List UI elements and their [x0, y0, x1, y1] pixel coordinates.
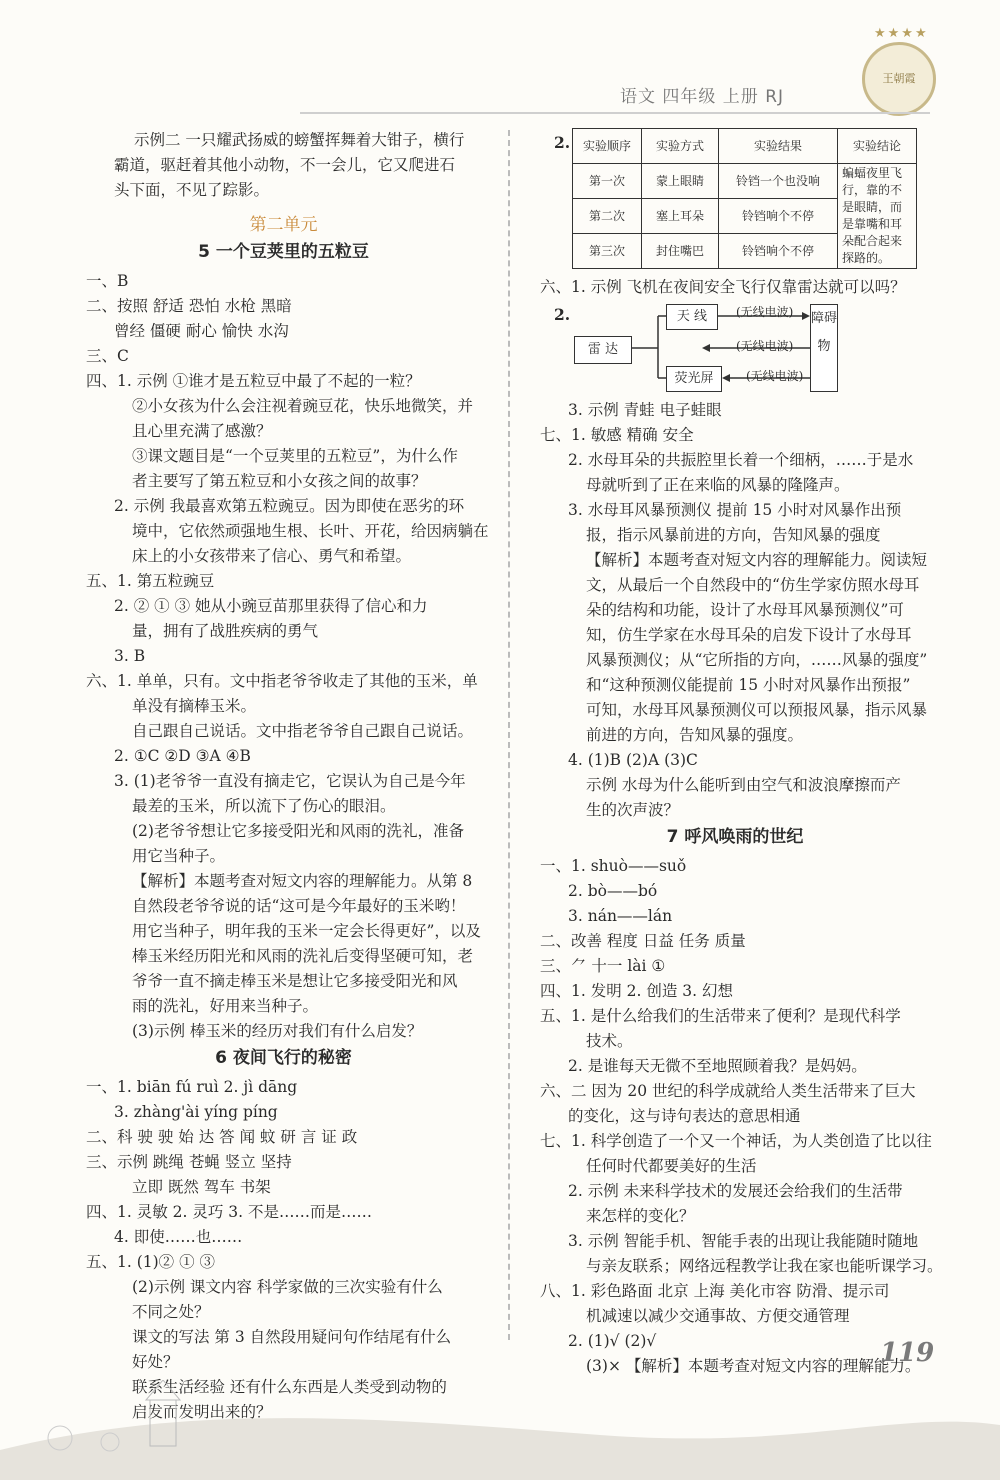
- answer-line: 的变化，这与诗句表达的意思相通: [568, 1107, 801, 1125]
- intro-line: 霸道，驱赶着其他小动物，不一会儿，它又爬进石: [114, 156, 456, 174]
- answer-line: 3. zhàng'ài yíng píng: [114, 1103, 278, 1121]
- answer-line: 一、1. biān fú ruì 2. jì dāng: [86, 1078, 298, 1096]
- answer-line: 且心里充满了感激？: [132, 422, 272, 440]
- table-header: 实验顺序: [573, 129, 642, 164]
- answer-line: 三、C: [86, 347, 129, 365]
- table-cell: 第二次: [573, 199, 642, 234]
- answer-line: 母就听到了正在来临的风暴的隆隆声。: [586, 476, 850, 494]
- right-column: [540, 128, 943, 1379]
- lesson6-title: 6 夜间飞行的秘密: [215, 1048, 352, 1068]
- table-cell: 铃铛响个不停: [719, 199, 838, 234]
- answer-line: 用它当种子，明年我的玉米一定会长得更好”，以及: [132, 922, 481, 940]
- lesson5-answers: [86, 269, 489, 1044]
- answer-line: 五、1. (1)② ① ③: [86, 1253, 216, 1271]
- answer-line: 2. 示例 我最喜欢第五粒豌豆。因为即使在恶劣的环: [114, 497, 465, 515]
- table-cell: 蒙上眼睛: [642, 164, 719, 199]
- answer-line: 自然段老爷爷说的话“这可是今年最好的玉米哟！: [132, 897, 466, 915]
- answer-line: 四、1. 示例 ①谁才是五粒豆中最了不起的一粒？: [86, 372, 421, 390]
- answer-line: 4. (1)B (2)A (3)C: [568, 751, 698, 769]
- answer-line: 2. 水母耳朵的共振腔里长着一个细柄，……于是水: [568, 451, 914, 469]
- answer-line: 曾经 僵硬 耐心 愉快 水沟: [114, 322, 289, 340]
- answer-line: (2)老爷爷想让它多接受阳光和风雨的洗礼，准备: [132, 822, 464, 840]
- answer-line: 四、1. 发明 2. 创造 3. 幻想: [540, 982, 734, 1000]
- answer-line: 【解析】本题考查对短文内容的理解能力。阅读短: [586, 551, 928, 569]
- answer-line: 三、示例 跳绳 苍蝇 竖立 坚持: [86, 1153, 292, 1171]
- answer-line: 者主要写了第五粒豆和小女孩之间的故事？: [132, 472, 427, 490]
- answer-line: 五、1. 第五粒豌豆: [86, 572, 215, 590]
- answer-line: 爷爷一直不摘走棒玉米是想让它多接受阳光和风: [132, 972, 458, 990]
- answer-line: 不同之处？: [132, 1303, 210, 1321]
- brand-badge: [862, 42, 936, 116]
- answer-line: ③课文题目是“一个豆荚里的五粒豆”，为什么作: [132, 447, 458, 465]
- antenna-box: 天 线: [666, 304, 718, 330]
- answer-line: (2)示例 课文内容 科学家做的三次实验有什么: [132, 1278, 443, 1296]
- answer-line: 好处？: [132, 1353, 179, 1371]
- answer-line: 朵的结构和功能，设计了水母耳风暴预测仪”可: [586, 601, 904, 619]
- table-header: 实验结论: [838, 129, 917, 164]
- answer-line: 最差的玉米，所以流下了伤心的眼泪。: [132, 797, 396, 815]
- answer-line: 六、1. 单单，只有。文中指老爷爷收走了其他的玉米，单: [86, 672, 478, 690]
- answer-line: 棒玉米经历阳光和风雨的洗礼后变得坚硬可知，老: [132, 947, 474, 965]
- answer-line: 境中，它依然顽强地生根、长叶、开花，给因病躺在: [132, 522, 489, 540]
- table-cell: 铃铛一个也没响: [719, 164, 838, 199]
- answer-line: 文，从最后一个自然段中的“仿生学家仿照水母耳: [586, 576, 920, 594]
- answer-line: 四、1. 灵敏 2. 灵巧 3. 不是……而是……: [86, 1203, 373, 1221]
- answer-line: 五、1. 是什么给我们的生活带来了便利？是现代科学: [540, 1007, 901, 1025]
- answer-line: 知，仿生学家在水母耳朵的启发下设计了水母耳: [586, 626, 912, 644]
- experiment-block: [540, 128, 930, 269]
- lesson6-answers: [86, 1075, 481, 1425]
- answer-line: 量，拥有了战胜疾病的勇气: [132, 622, 319, 640]
- answer-line: 2. ② ① ③ 她从小豌豆苗那里获得了信心和力: [114, 597, 428, 615]
- answer-line: 技术。: [586, 1032, 633, 1050]
- answer-line: 启发而发明出来的？: [132, 1403, 272, 1421]
- answer-line: 立即 既然 驾车 书架: [132, 1178, 271, 1196]
- wave-label: (无线电波): [746, 369, 804, 383]
- answer-line: 报，指示风暴前进的方向，告知风暴的强度: [586, 526, 881, 544]
- answer-line: (3)× 【解析】本题考查对短文内容的理解能力。: [586, 1357, 921, 1375]
- header-rule: [300, 112, 930, 114]
- left-column: [86, 128, 489, 1425]
- answer-line: 一、1. shuò——suǒ: [540, 857, 687, 875]
- answer-line: 生的次声波？: [586, 801, 680, 819]
- lesson7-answers: [540, 854, 943, 1379]
- answer-line: 可知，水母耳风暴预测仪可以预报风暴，指示风暴: [586, 701, 928, 719]
- table-cell: 铃铛响个不停: [719, 234, 838, 269]
- right-answers: [540, 398, 930, 823]
- answer-line: 六、二 因为 20 世纪的科学成就给人类生活带来了巨大: [540, 1082, 916, 1100]
- table-cell: 第一次: [573, 164, 642, 199]
- answer-line: 2. 是谁每天无微不至地照顾着我？是妈妈。: [568, 1057, 867, 1075]
- diagram-number: 2.: [554, 305, 571, 324]
- answer-line: 课文的写法 第 3 自然段用疑问句作结尾有什么: [132, 1328, 452, 1346]
- answer-line: 来怎样的变化？: [586, 1207, 695, 1225]
- answer-line: 用它当种子。: [132, 847, 226, 865]
- table-number: 2.: [554, 133, 571, 152]
- table-cell: 封住嘴巴: [642, 234, 719, 269]
- answer-line: 风暴预测仪；从“它所指的方向，……风暴的强度”: [586, 651, 928, 669]
- answer-line: 【解析】本题考查对短文内容的理解能力。从第 8: [132, 872, 473, 890]
- unit-title: 第二单元: [249, 215, 318, 235]
- answer-line: 二、改善 程度 日益 任务 质量: [540, 932, 746, 950]
- wave-label: (无线电波): [736, 339, 794, 353]
- answer-line: 2. ①C ②D ③A ④B: [114, 747, 251, 765]
- answer-line: 任何时代都要美好的生活: [586, 1157, 757, 1175]
- answer-line: 单没有摘棒玉米。: [132, 697, 257, 715]
- answer-line: (3)示例 棒玉米的经历对我们有什么启发？: [132, 1022, 423, 1040]
- answer-line: 和“这种预测仪能提前 15 小时对风暴作出预报”: [586, 676, 911, 694]
- answer-line: 三、⺈ 十一 lài ①: [540, 957, 666, 975]
- table-cell: 塞上耳朵: [642, 199, 719, 234]
- answer-line: 机减速以减少交通事故、方便交通管理: [586, 1307, 850, 1325]
- answer-line: 3. B: [114, 647, 146, 665]
- experiment-table: [572, 128, 917, 269]
- table-conclusion: 蝙蝠夜里飞行，靠的不是眼睛，而是靠嘴和耳朵配合起来探路的。: [838, 164, 917, 269]
- answer-line: 与亲友联系；网络远程教学让我在家也能听课学习。: [586, 1257, 943, 1275]
- answer-line: 二、科 驶 驶 始 达 答 闻 蚊 研 言 证 政: [86, 1128, 358, 1146]
- answer-line: 二、按照 舒适 恐怕 水枪 黑暗: [86, 297, 292, 315]
- wave-label: (无线电波): [736, 305, 794, 319]
- intro-block: [86, 128, 481, 203]
- answer-line: 床上的小女孩带来了信心、勇气和希望。: [132, 547, 412, 565]
- q6-1: 六、1. 示例 飞机在夜间安全飞行仅靠雷达就可以吗？: [540, 278, 906, 296]
- answer-line: 3. nán——lán: [568, 907, 673, 925]
- answer-line: 2. 示例 未来科学技术的发展还会给我们的生活带: [568, 1182, 903, 1200]
- answer-line: 七、1. 敏感 精确 安全: [540, 426, 694, 444]
- intro-line: 头下面，不见了踪影。: [114, 181, 270, 199]
- obstacle-box: 障碍物: [810, 304, 838, 392]
- table-header: 实验结果: [719, 129, 838, 164]
- brand-badge-text: 王朝霞: [882, 72, 916, 85]
- answer-line: 3. 示例 青蛙 电子蛙眼: [568, 401, 722, 419]
- page-number: 119: [880, 1338, 935, 1368]
- table-cell: 第三次: [573, 234, 642, 269]
- answer-line: 雨的洗礼，好用来当种子。: [132, 997, 319, 1015]
- lesson7-title: 7 呼风唤雨的世纪: [666, 827, 804, 847]
- intro-line: 示例二 一只耀武扬威的螃蟹挥舞着大钳子，横行: [134, 131, 465, 149]
- answer-line: 3. 水母耳风暴预测仪 提前 15 小时对风暴作出预: [568, 501, 902, 519]
- lesson5-title: 5 一个豆荚里的五粒豆: [198, 242, 369, 262]
- column-divider: [508, 130, 510, 1340]
- answer-line: 3. (1)老爷爷一直没有摘走它，它误认为自己是今年: [114, 772, 466, 790]
- screen-box: 荧光屏: [666, 366, 722, 392]
- answer-line: 2. (1)√ (2)√: [568, 1332, 657, 1350]
- footer-decoration: [0, 1380, 1000, 1480]
- answer-line: 八、1. 彩色路面 北京 上海 美化市容 防滑、提示司: [540, 1282, 890, 1300]
- answer-line: 3. 示例 智能手机、智能手表的出现让我能随时随地: [568, 1232, 919, 1250]
- answer-line: 前进的方向，告知风暴的强度。: [586, 726, 804, 744]
- answer-line: 自己跟自己说话。文中指老爷爷自己跟自己说话。: [132, 722, 474, 740]
- answer-line: 七、1. 科学创造了一个又一个神话，为人类创造了比以往: [540, 1132, 932, 1150]
- subject-header: 语文 四年级 上册 RJ: [620, 87, 785, 107]
- answer-line: 示例 水母为什么能听到由空气和波浪摩擦而产: [586, 776, 901, 794]
- answer-line: 2. bò——bó: [568, 882, 658, 900]
- answer-line: 一、B: [86, 272, 129, 290]
- radar-diagram: [540, 302, 930, 394]
- rating-stars: ★★★★: [874, 26, 929, 41]
- radar-box: 雷 达: [574, 336, 632, 364]
- answer-line: ②小女孩为什么会注视着豌豆花，快乐地微笑，并: [132, 397, 474, 415]
- answer-line: 联系生活经验 还有什么东西是人类受到动物的: [132, 1378, 447, 1396]
- table-header: 实验方式: [642, 129, 719, 164]
- answer-line: 4. 即使……也……: [114, 1228, 243, 1246]
